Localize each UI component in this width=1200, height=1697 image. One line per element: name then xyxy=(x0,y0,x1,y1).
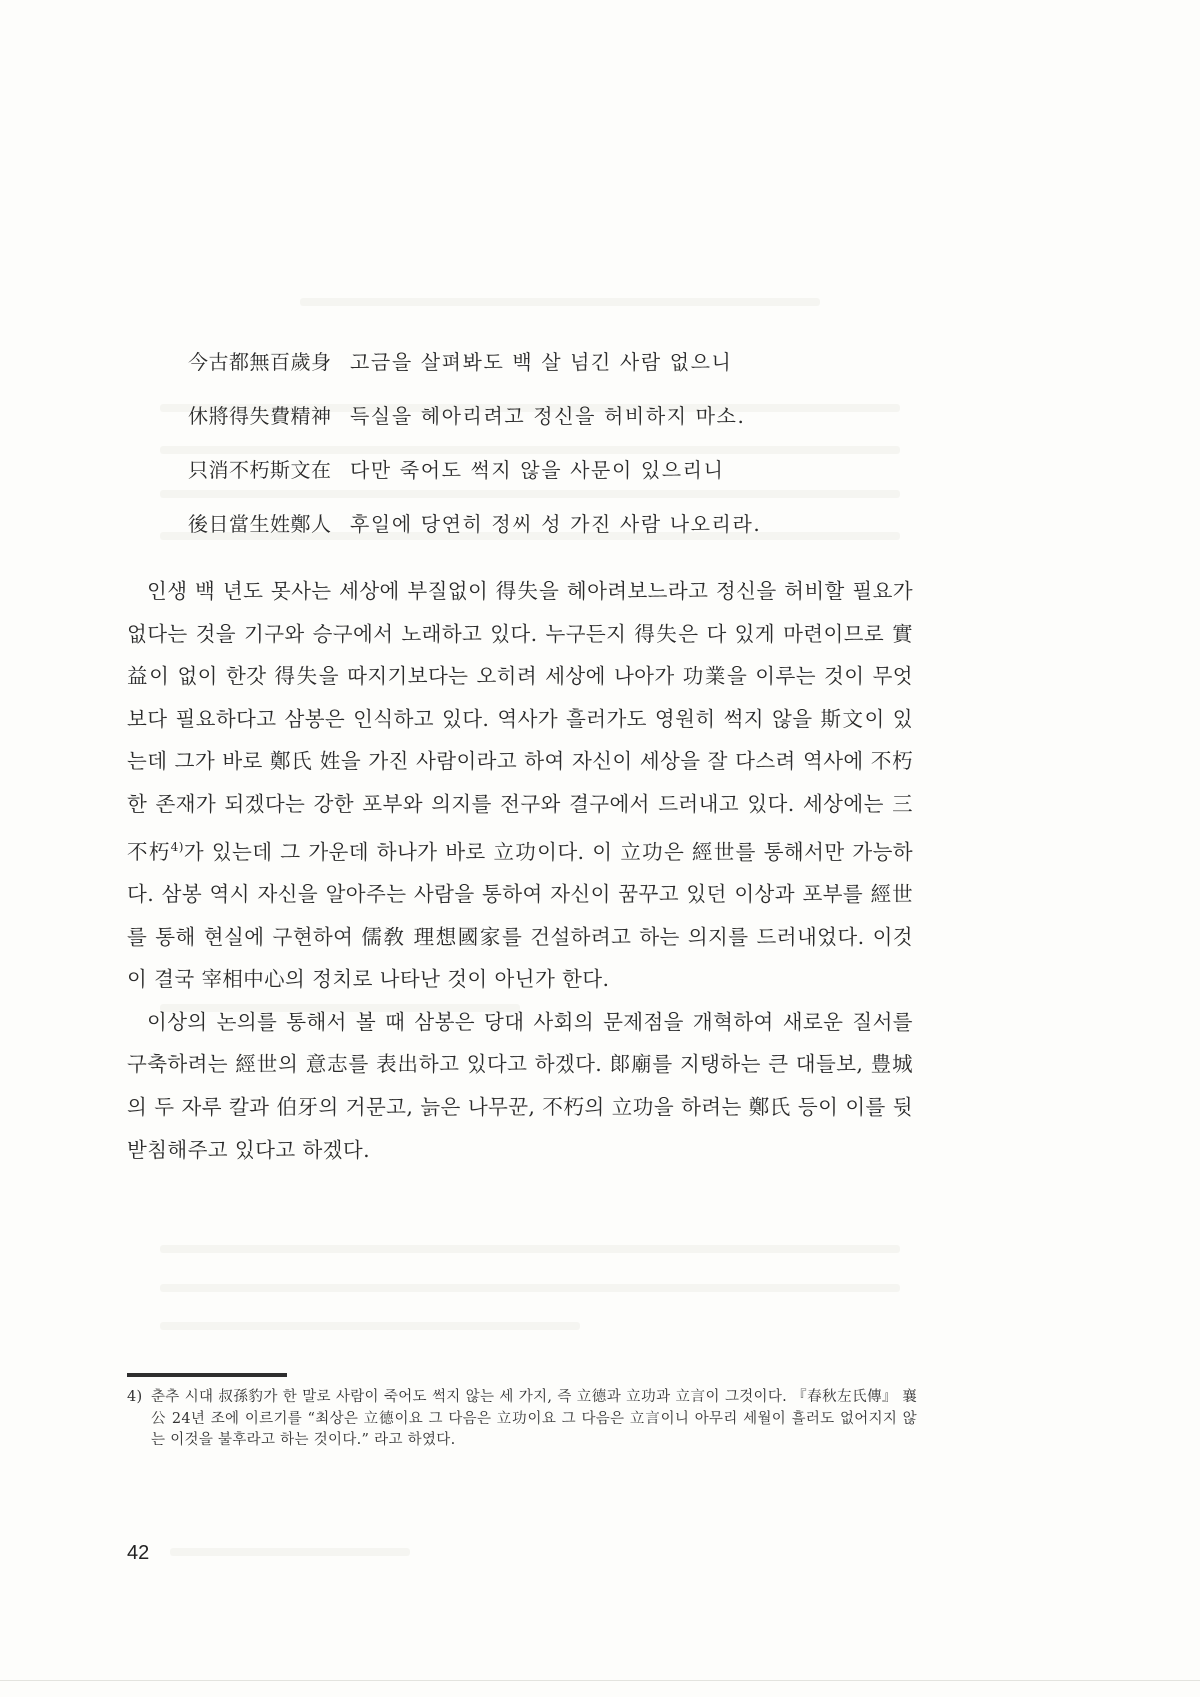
poem-hanja: 休將得失費精神 xyxy=(188,404,332,428)
paragraph xyxy=(127,1001,913,1171)
poem-hanja: 後日當生姓鄭人 xyxy=(188,512,332,536)
poem-block xyxy=(188,346,761,562)
poem-hanja: 只消不朽斯文在 xyxy=(188,458,332,482)
poem-line xyxy=(188,508,761,562)
poem-translation: 다만 죽어도 썩지 않을 사문이 있으리니 xyxy=(350,458,725,482)
poem-translation: 후일에 당연히 정씨 성 가진 사람 나오리라. xyxy=(350,512,762,536)
show-through-line xyxy=(160,1245,900,1253)
show-through-line xyxy=(160,1284,900,1292)
poem-line xyxy=(188,346,761,400)
footnote-text: 춘추 시대 叔孫豹가 한 말로 사람이 죽어도 썩지 않는 세 가지, 즉 立德과 立功과 立言이 그것이다. 『春秋左氏傳』 襄公 24년 조에 이르기를 “최상은 立德이요 그 다음은 立功이요 그 다음은 立言이니 아무리 세월이 흘러도 없어지지 않는 이것을 불후라고 하는 것이다.” 라고 하였다. xyxy=(151,1389,917,1448)
scan-edge xyxy=(0,1680,1200,1681)
paragraph-text: 인생 백 년도 못사는 세상에 부질없이 得失을 헤아려보느라고 정신을 허비할 필요가 없다는 것을 기구와 승구에서 노래하고 있다. 누구든지 得失은 다 있게 마련이므로 實益이 없이 한갓 得失을 따지기보다는 오히려 세상에 나아가 功業을 이루는 것이 무엇보다 필요하다고 삼봉은 인식하고 있다. 역사가 흘러가도 영원히 썩지 않을 斯文이 있는데 그가 바로 鄭氏 姓을 가진 사람이라고 하여 자신이 세상을 잘 다스려 역사에 不朽한 존재가 되겠다는 강한 포부와 의지를 전구와 결구에서 드러내고 있다. 세상에는 三不朽 xyxy=(127,579,913,864)
poem-line xyxy=(188,454,761,508)
paragraph xyxy=(127,570,913,1001)
paragraph-text: 가 있는데 그 가운데 하나가 바로 立功이다. 이 立功은 經世를 통해서만 가능하다. 삼봉 역시 자신을 알아주는 사람을 통하여 자신이 꿈꾸고 있던 이상과 포부를 經世를 통해 현실에 구현하여 儒敎 理想國家를 건설하려고 하는 의지를 드러내었다. 이것이 결국 宰相中心의 정치로 나타난 것이 아닌가 한다. xyxy=(127,839,913,992)
page-number: 42 xyxy=(127,1542,150,1564)
paragraph-text: 이상의 논의를 통해서 볼 때 삼봉은 당대 사회의 문제점을 개혁하여 새로운 질서를 구축하려는 經世의 意志를 表出하고 있다고 하겠다. 郞廟를 지탱하는 큰 대들보, 豊城의 두 자루 칼과 伯牙의 거문고, 늙은 나무꾼, 不朽의 立功을 하려는 鄭氏 등이 이를 뒷받침해주고 있다고 하겠다. xyxy=(127,1009,913,1162)
poem-hanja: 今古都無百歲身 xyxy=(188,350,332,374)
poem-translation: 고금을 살펴봐도 백 살 넘긴 사람 없으니 xyxy=(350,350,733,374)
show-through-line xyxy=(160,1322,580,1330)
body-text xyxy=(127,570,913,1171)
footnote-number: 4) xyxy=(127,1389,143,1405)
footnote-rule xyxy=(127,1373,287,1377)
poem-line xyxy=(188,400,761,454)
show-through-line xyxy=(170,1548,410,1556)
footnote xyxy=(127,1387,917,1452)
footnote-reference[interactable]: 4) xyxy=(170,839,184,854)
poem-translation: 득실을 헤아리려고 정신을 허비하지 마소. xyxy=(350,404,746,428)
show-through-line xyxy=(300,298,820,306)
